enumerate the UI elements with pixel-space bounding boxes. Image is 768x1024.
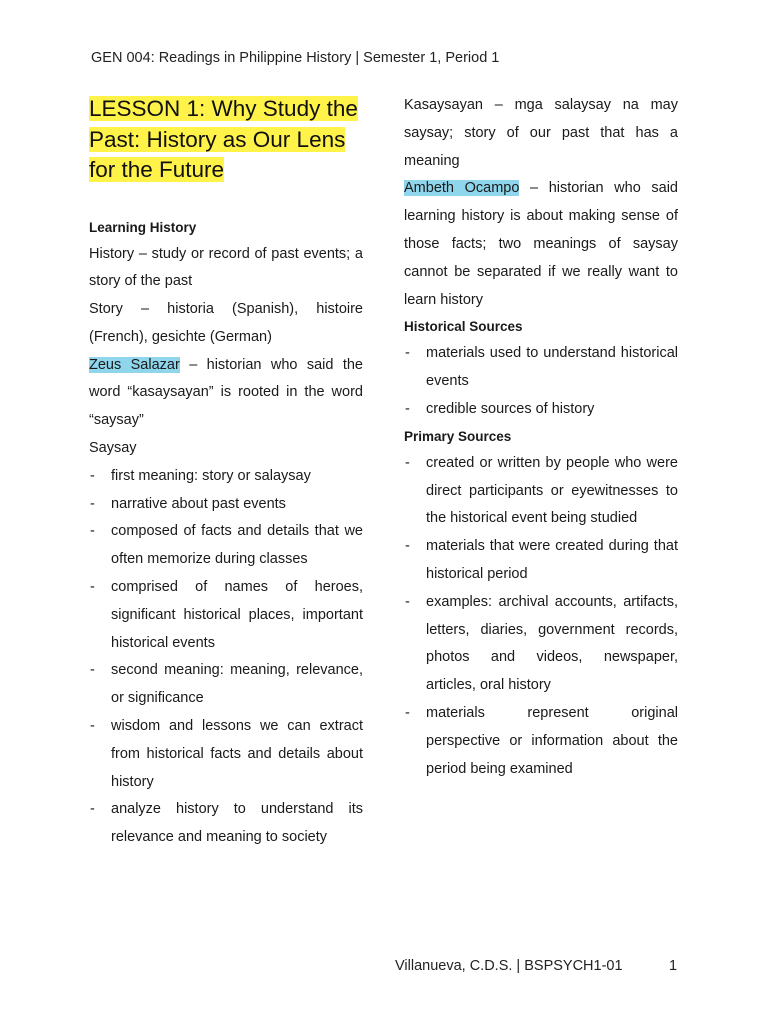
- list-item: - materials represent original perspective or information about the period being examined: [404, 700, 678, 783]
- primary-sources-list: [404, 450, 678, 784]
- document-footer: Villanueva, C.D.S. | BSPSYCH1-01: [395, 958, 623, 974]
- saysay-list: [89, 463, 363, 852]
- list-item: - materials that were created during that historical period: [404, 533, 678, 589]
- right-column: [404, 94, 678, 783]
- section-heading-historical-sources: Historical Sources: [404, 319, 523, 335]
- zeus-salazar-paragraph: Zeus Salazar – historian who said the word “kasaysayan” is rooted in the word “saysay”: [89, 356, 363, 429]
- ambeth-ocampo-name: Ambeth Ocampo: [404, 180, 520, 197]
- list-item: - comprised of names of heroes, significant historical places, important historical events: [89, 574, 363, 657]
- document-header: GEN 004: Readings in Philippine History | Semester 1, Period 1: [91, 50, 500, 66]
- list-item: - first meaning: story or salaysay: [89, 463, 363, 491]
- list-item: - wisdom and lessons we can extract from historical facts and details about history: [89, 713, 363, 796]
- list-item: - second meaning: meaning, relevance, or significance: [89, 657, 363, 713]
- left-column: [89, 94, 363, 852]
- list-item: - composed of facts and details that we often memorize during classes: [89, 518, 363, 574]
- list-item: - created or written by people who were direct participants or eyewitnesses to the historical event being studied: [404, 450, 678, 533]
- story-definition: Story – historia (Spanish), histoire (French), gesichte (German): [89, 301, 363, 345]
- historical-sources-list: [404, 340, 678, 423]
- list-item: - examples: archival accounts, artifacts, letters, diaries, government records, photos and videos, newspaper, articles, oral history: [404, 589, 678, 700]
- page-number: 1: [669, 958, 678, 974]
- history-definition: History – study or record of past events; a story of the past: [89, 245, 363, 290]
- section-heading-primary-sources: Primary Sources: [404, 428, 512, 444]
- section-heading-learning-history: Learning History: [89, 219, 197, 235]
- ambeth-ocampo-paragraph: Ambeth Ocampo – historian who said learning history is about making sense of those facts; two meanings of saysay cannot be separated if we really want to learn history: [404, 180, 678, 308]
- list-item: - materials used to understand historical events: [404, 340, 678, 396]
- kasaysayan-definition: Kasaysayan – mga salaysay na may saysay; story of our past that has a meaning: [404, 97, 678, 169]
- list-item: - narrative about past events: [89, 491, 363, 519]
- saysay-label: Saysay: [89, 440, 137, 457]
- lesson-title: LESSON 1: Why Study the Past: History as Our Lens for the Future: [89, 96, 358, 182]
- list-item: - analyze history to understand its relevance and meaning to society: [89, 796, 363, 852]
- zeus-salazar-name: Zeus Salazar: [89, 356, 180, 373]
- list-item: - credible sources of history: [404, 396, 678, 424]
